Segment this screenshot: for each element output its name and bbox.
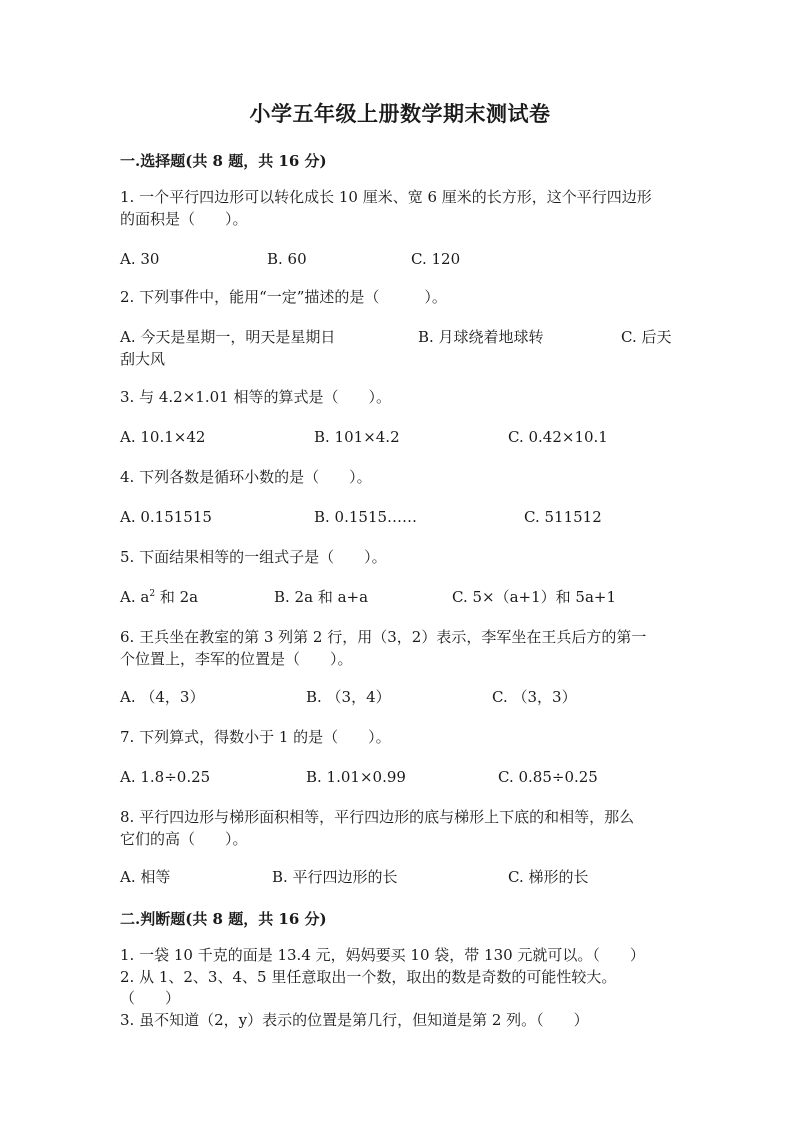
question-7-option-b: B. 1.01×0.99 [306,768,406,786]
question-1-option-b: B. 60 [267,250,307,268]
question-2-text: 2. 下列事件中，能用“一定”描述的是（ ）。 [120,288,447,306]
question-1-text: 1. 一个平行四边形可以转化成长 10 厘米、宽 6 厘米的长方形，这个平行四边形 [120,188,652,206]
question-3-option-c: C. 0.42×10.1 [508,428,608,446]
judgment-3-text: 3. 虽不知道（2，y）表示的位置是第几行，但知道是第 2 列。（ ） [120,1011,589,1029]
page-title: 小学五年级上册数学期末测试卷 [249,101,551,126]
question-2-option-b: B. 月球绕着地球转 [418,328,544,346]
question-1-option-c: C. 120 [411,250,461,268]
question-8-option-a: A. 相等 [120,868,171,886]
question-2-option-c: C. 后天 [621,328,672,346]
section-heading-true-false: 二.判断题(共 8 题，共 16 分) [120,910,327,928]
question-7-option-a: A. 1.8÷0.25 [120,768,211,786]
question-3-option-b: B. 101×4.2 [314,428,400,446]
judgment-1-text: 1. 一袋 10 千克的面是 13.4 元，妈妈要买 10 袋，带 130 元就可以。（ ） [120,946,645,964]
question-8-option-b: B. 平行四边形的长 [272,868,398,886]
question-5-option-a: A. $a^2$ 和 2a [120,588,199,606]
question-2-option-c-cont: 刮大风 [120,350,166,368]
question-5-text: 5. 下面结果相等的一组式子是（ ）。 [120,548,387,566]
question-8-text-cont: 它们的高（ ）。 [120,830,248,848]
question-5-option-c: C. 5×（a+1）和 5a+1 [452,588,617,606]
question-4-option-a: A. 0.151515 [120,508,212,526]
question-1-text-cont: 的面积是（ ）。 [120,210,248,228]
question-8-text: 8. 平行四边形与梯形面积相等，平行四边形的底与梯形上下底的和相等，那么 [120,808,635,826]
question-6-option-c: C. （3，3） [492,688,577,706]
judgment-2-text-cont: （ ） [120,989,181,1007]
question-4-option-b: B. 0.1515…… [314,508,418,526]
question-3-text: 3. 与 4.2×1.01 相等的算式是（ ）。 [120,388,391,406]
question-1-option-a: A. 30 [120,250,160,268]
question-6-option-b: B. （3，4） [306,688,391,706]
question-7-option-c: C. 0.85÷0.25 [498,768,598,786]
question-3-option-a: A. 10.1×42 [120,428,206,446]
question-7-text: 7. 下列算式，得数小于 1 的是（ ）。 [120,728,391,746]
section-heading-multiple-choice: 一.选择题(共 8 题，共 16 分) [120,152,327,170]
question-4-option-c: C. 511512 [524,508,602,526]
question-8-option-c: C. 梯形的长 [508,868,589,886]
question-6-text: 6. 王兵坐在教室的第 3 列第 2 行，用（3，2）表示，李军坐在王兵后方的第一 [120,628,647,646]
question-4-text: 4. 下列各数是循环小数的是（ ）。 [120,468,372,486]
judgment-2-text: 2. 从 1、2、3、4、5 里任意取出一个数，取出的数是奇数的可能性较大。 [120,968,617,986]
question-6-text-cont: 个位置上，李军的位置是（ ）。 [120,650,353,668]
question-6-option-a: A. （4，3） [120,688,205,706]
question-5-option-b: B. 2a 和 a+a [274,588,369,606]
question-2-option-a: A. 今天是星期一，明天是星期日 [120,328,336,346]
